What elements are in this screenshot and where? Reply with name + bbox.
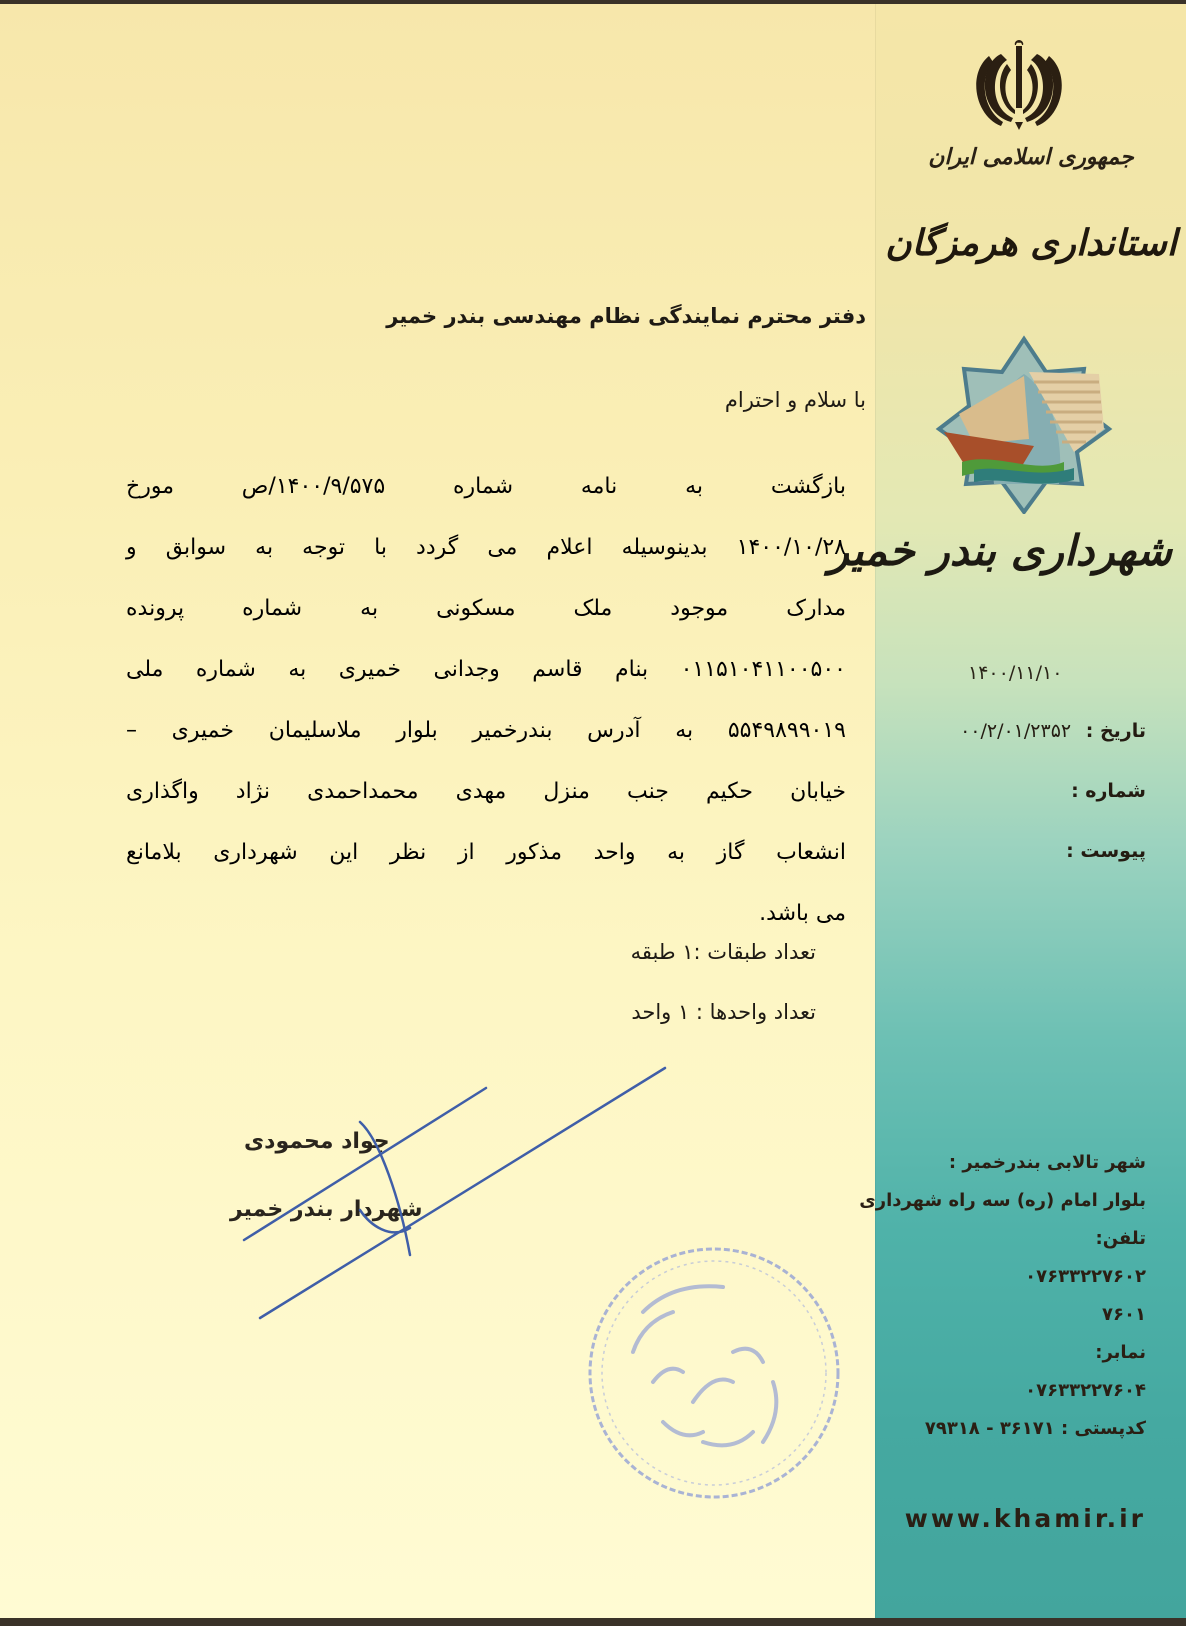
footer-phone-2: ۷۶۰۱ [1102, 1304, 1146, 1325]
footer-website-link[interactable]: www.khamir.ir [904, 1504, 1146, 1533]
body-line: انشعاب گاز به واحد مذکور از نظر این شهرداری بلامانع [126, 840, 846, 865]
attachment-label: پیوست : [1066, 840, 1146, 862]
municipality-stamp-icon [583, 1242, 845, 1504]
body-line: ۵۵۴۹۸۹۹۰۱۹ به آدرس بندرخمیر بلوار ملاسلیمان خمیری – [126, 718, 846, 743]
footer-postal-row [925, 1418, 1146, 1439]
signatory-name: جواد محمودی [244, 1129, 390, 1154]
number-value: ۰۰/۲/۰۱/۲۳۵۲ [960, 720, 1072, 742]
khamir-municipality-logo-icon [934, 334, 1114, 514]
date-label: تاریخ : [1085, 720, 1146, 742]
letterhead-sidebar [828, 4, 1186, 1618]
republic-title: جمهوری اسلامی ایران [928, 144, 1134, 170]
body-line: ۱۴۰۰/۱۰/۲۸ بدینوسیله اعلام می گردد با توجه به سوابق و [126, 535, 846, 560]
reference-row [960, 720, 1146, 742]
footer-phone-label: تلفن: [1095, 1228, 1146, 1249]
units-count: تعداد واحدها : ۱ واحد [631, 1000, 816, 1024]
footer-fax: ۰۷۶۳۳۲۲۷۶۰۴ [1025, 1380, 1146, 1401]
footer-fax-label: نمابر: [1095, 1342, 1146, 1363]
municipality-title: شهرداری بندر خمیر [828, 526, 1172, 575]
footer-phone-1: ۰۷۶۳۳۲۲۷۶۰۲ [1025, 1266, 1146, 1287]
greeting-line: با سلام و احترام [724, 388, 866, 412]
body-line: مدارک موجود ملک مسکونی به شماره پرونده [126, 596, 846, 621]
iran-emblem-icon [971, 34, 1067, 144]
body-line: خیابان حکیم جنب منزل مهدی محمداحمدی نژاد واگذاری [126, 779, 846, 804]
footer-postal-code: ۳۶۱۷۱ - ۷۹۳۱۸ [924, 1418, 1055, 1439]
floors-count: تعداد طبقات :۱ طبقه [630, 940, 816, 964]
governorate-title: استانداری هرمزگان [885, 222, 1177, 264]
footer-city: شهر تالابی بندرخمیر : [948, 1152, 1146, 1173]
letter-page [0, 4, 1186, 1618]
body-line: می باشد. [759, 901, 846, 926]
date-value: ۱۴۰۰/۱۱/۱۰ [968, 662, 1063, 684]
body-line: بازگشت به نامه شماره ۱۴۰۰/۹/۵۷۵/ص مورخ [126, 474, 846, 499]
number-label: شماره : [1071, 780, 1146, 802]
letter-body [126, 456, 846, 944]
body-line: ۰۱۱۵۱۰۴۱۱۰۰۵۰۰ بنام قاسم وجدانی خمیری به شماره ملی [126, 657, 846, 682]
recipient-line: دفتر محترم نمایندگی نظام مهندسی بندر خمیر [386, 304, 866, 328]
signatory-title: شهردار بندر خمیر [230, 1197, 423, 1222]
footer-address: بلوار امام (ره) سه راه شهرداری [859, 1190, 1146, 1211]
footer-postal-label: کدپستی : [1061, 1418, 1146, 1439]
